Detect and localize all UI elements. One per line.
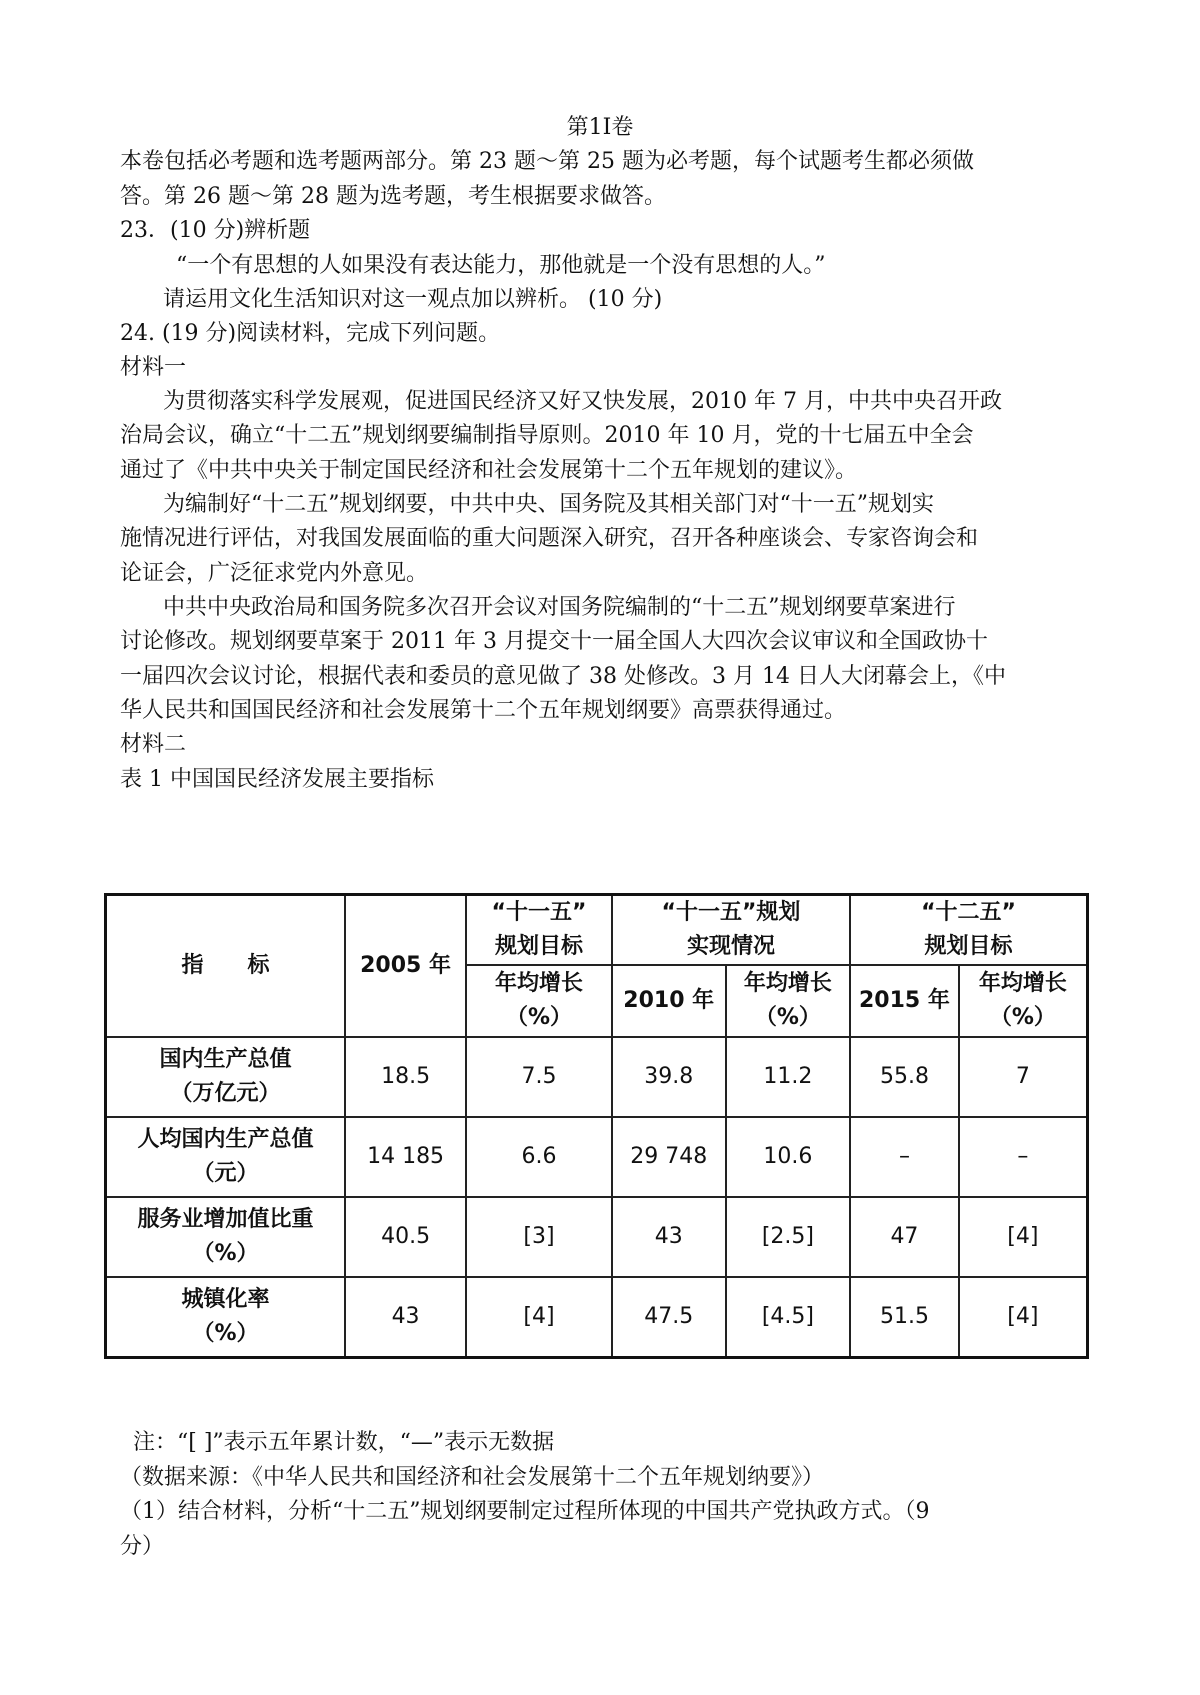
- intro-line-2: 答。第 26 题～第 28 题为选考题，考生根据要求做答。: [120, 184, 666, 209]
- para1-line-1: 为贯彻落实科学发展观，促进国民经济又好又快发展，2010 年 7 月，中共中央召开政: [163, 389, 1002, 414]
- header-g11a-growth-l1: 年均增长: [743, 971, 832, 996]
- q24-1-line-2: 分）: [120, 1534, 165, 1559]
- data-source: （数据来源：《中华人民共和国经济和社会发展第十二个五年规划纳要》）: [120, 1465, 825, 1490]
- header-g11-target-l1: “十一五”: [491, 900, 587, 925]
- cell-2010: 29 748: [612, 1117, 726, 1197]
- row-name-l2: （元）: [192, 1161, 259, 1186]
- row-name-l2: （万亿元）: [170, 1081, 281, 1106]
- cell-2005: 43: [345, 1277, 466, 1357]
- cell-2005: 18.5: [345, 1037, 466, 1117]
- header-2005: 2005 年: [345, 895, 466, 1038]
- header-g12-target: [850, 895, 1087, 966]
- header-g12-growth-l2: （%）: [989, 1005, 1056, 1030]
- para3-line-2: 讨论修改。规划纲要草案于 2011 年 3 月提交十一届全国人大四次会议审议和全国政协十: [120, 629, 988, 654]
- cell-g11-target: [3]: [466, 1197, 612, 1277]
- table-note: 注：“[ ]”表示五年累计数，“—”表示无数据: [133, 1430, 555, 1455]
- cell-2010: 47.5: [612, 1277, 726, 1357]
- para3-line-4: 华人民共和国国民经济和社会发展第十二个五年规划纲要》高票获得通过。: [120, 698, 847, 723]
- cell-2010: 39.8: [612, 1037, 726, 1117]
- para1-line-3: 通过了《中共中央关于制定国民经济和社会发展第十二个五年规划的建议》。: [120, 458, 858, 483]
- cell-2010: 43: [612, 1197, 726, 1277]
- table-caption: 表 1 中国国民经济发展主要指标: [120, 767, 434, 792]
- cell-g12-target: –: [959, 1117, 1088, 1197]
- row-name-l1: 城镇化率: [181, 1286, 270, 1312]
- cell-g11-actual: 10.6: [726, 1117, 850, 1197]
- cell-g11-target: 6.6: [466, 1117, 612, 1197]
- cell-g11-actual: [2.5]: [726, 1197, 850, 1277]
- table-row: [106, 1197, 1088, 1277]
- para2-line-1: 为编制好“十二五”规划纲要，中共中央、国务院及其相关部门对“十一五”规划实: [163, 492, 934, 517]
- header-g12-target-l2: 规划目标: [924, 934, 1013, 959]
- intro-line-1: 本卷包括必考题和选考题两部分。第 23 题～第 25 题为必考题，每个试题考生都必须做: [120, 149, 974, 174]
- cell-2005: 14 185: [345, 1117, 466, 1197]
- cell-2005: 40.5: [345, 1197, 466, 1277]
- header-indicator: 指 标: [106, 895, 345, 1038]
- table-row: [106, 1037, 1088, 1117]
- table-row: [106, 1277, 1088, 1357]
- header-g11a-growth: [726, 965, 850, 1037]
- header-g11-growth-l1: 年均增长: [494, 971, 583, 996]
- section-title: 第1I卷: [566, 115, 634, 140]
- para2-line-2: 施情况进行评估，对我国发展面临的重大问题深入研究，召开各种座谈会、专家咨询会和: [120, 526, 979, 551]
- material1-label: 材料一: [120, 355, 187, 380]
- q23-prompt: 请运用文化生活知识对这一观点加以辨析。 (10 分): [163, 287, 663, 312]
- header-g11-target: [466, 895, 612, 966]
- cell-g11-target: [4]: [466, 1277, 612, 1357]
- row-indicator-name: [106, 1037, 345, 1117]
- header-2010: 2010 年: [612, 965, 726, 1037]
- header-g11-target-l2: 规划目标: [494, 934, 583, 959]
- para1-line-2: 治局会议，确立“十二五”规划纲要编制指导原则。2010 年 10 月，党的十七届五中全会: [120, 423, 974, 448]
- cell-g11-target: 7.5: [466, 1037, 612, 1117]
- cell-2015: 51.5: [850, 1277, 959, 1357]
- row-indicator-name: [106, 1117, 345, 1197]
- indicator-table: [104, 893, 1089, 1359]
- row-indicator-name: [106, 1277, 345, 1357]
- cell-g12-target: [4]: [959, 1277, 1088, 1357]
- header-g11-growth: [466, 965, 612, 1037]
- cell-g12-target: 7: [959, 1037, 1088, 1117]
- row-name-l2: （%）: [192, 1241, 259, 1266]
- cell-g11-actual: [4.5]: [726, 1277, 850, 1357]
- indicator-table-wrapper: [104, 893, 1089, 1353]
- header-g12-growth-l1: 年均增长: [978, 971, 1067, 996]
- cell-2015: 47: [850, 1197, 959, 1277]
- q23-heading: 23．(10 分)辨析题: [120, 218, 311, 243]
- cell-2015: 55.8: [850, 1037, 959, 1117]
- material2-label: 材料二: [120, 732, 187, 757]
- row-name-l1: 服务业增加值比重: [137, 1207, 314, 1232]
- cell-g12-target: [4]: [959, 1197, 1088, 1277]
- row-name-l1: 人均国内生产总值: [137, 1127, 314, 1152]
- header-g11-actual-l1: “十一五”规划: [661, 900, 801, 925]
- row-indicator-name: [106, 1197, 345, 1277]
- header-2015: 2015 年: [850, 965, 959, 1037]
- q24-1-line-1: （1）结合材料，分析“十二五”规划纲要制定过程所体现的中国共产党执政方式。（9: [120, 1499, 930, 1524]
- header-g11a-growth-l2: （%）: [754, 1005, 821, 1030]
- header-g11-growth-l2: （%）: [505, 1005, 573, 1030]
- q24-heading: 24. (19 分)阅读材料，完成下列问题。: [120, 321, 501, 346]
- para3-line-1: 中共中央政治局和国务院多次召开会议对国务院编制的“十二五”规划纲要草案进行: [163, 595, 956, 620]
- para2-line-3: 论证会，广泛征求党内外意见。: [120, 561, 429, 586]
- cell-g11-actual: 11.2: [726, 1037, 850, 1117]
- header-g12-target-l1: “十二五”: [921, 900, 1017, 925]
- header-g12-growth: [959, 965, 1088, 1037]
- cell-2015: –: [850, 1117, 959, 1197]
- header-g11-actual: [612, 895, 850, 966]
- header-g11-actual-l2: 实现情况: [686, 934, 775, 959]
- para3-line-3: 一届四次会议讨论，根据代表和委员的意见做了 38 处修改。3 月 14 日人大闭幕会上，《中: [120, 664, 1006, 689]
- q23-quote: “一个有思想的人如果没有表达能力，那他就是一个没有思想的人。”: [176, 253, 826, 278]
- row-name-l1: 国内生产总值: [159, 1047, 292, 1072]
- row-name-l2: （%）: [192, 1320, 259, 1346]
- table-row: [106, 1117, 1088, 1197]
